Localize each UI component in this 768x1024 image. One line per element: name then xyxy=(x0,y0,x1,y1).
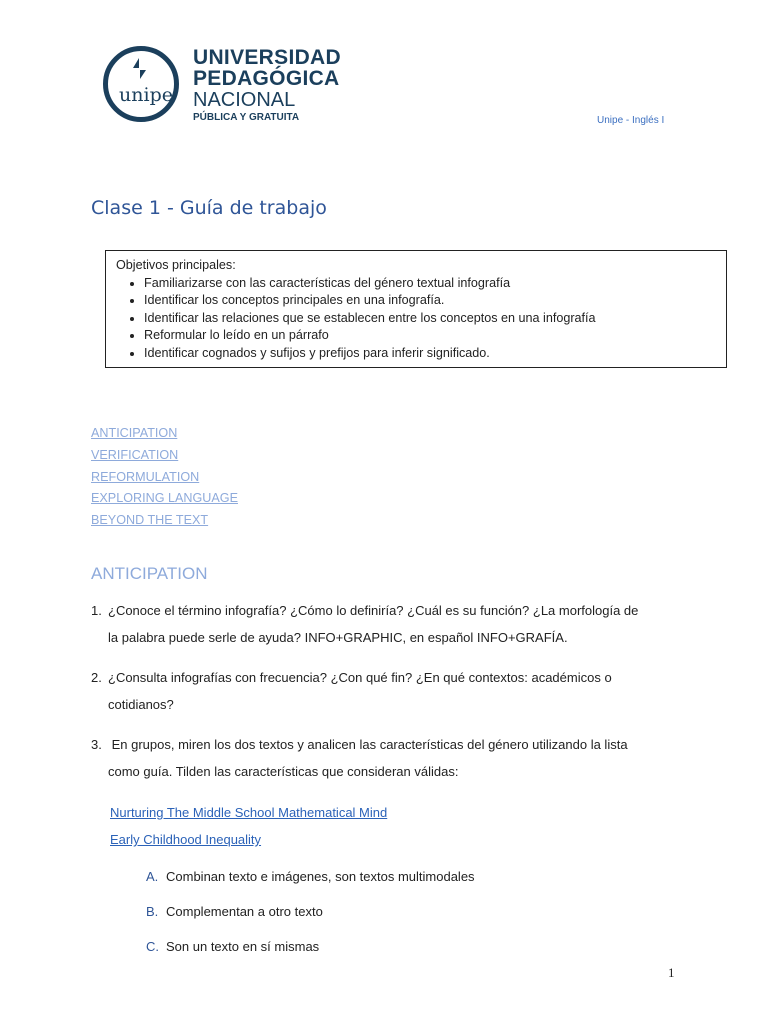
question-text: ¿Conoce el término infografía? ¿Cómo lo definiría? ¿Cuál es su función? ¿La morfología de xyxy=(108,603,639,618)
unipe-logo xyxy=(103,44,343,126)
option-text: Complementan a otro texto xyxy=(166,904,323,919)
question-number: 3. xyxy=(91,737,102,752)
objective-item: • Familiarizarse con las características del género textual infografía xyxy=(144,275,716,293)
option-text: Son un texto en sí mismas xyxy=(166,939,320,954)
logo-line-4: PÚBLICA Y GRATUITA xyxy=(193,112,300,123)
objectives-list xyxy=(116,275,716,363)
logo-line-3: NACIONAL xyxy=(193,89,296,111)
option-letter: A. xyxy=(146,869,159,884)
toc-link-anticipation[interactable]: ANTICIPATION xyxy=(91,426,178,440)
objectives-box xyxy=(105,250,727,368)
question-text-cont: la palabra puede serle de ayuda? INFO+GRAPHIC, en español INFO+GRAFÍA. xyxy=(108,630,568,645)
logo-brand-short: unipe xyxy=(119,84,173,106)
logo-line-2: PEDAGÓGICA xyxy=(193,67,340,90)
option-item xyxy=(146,936,475,971)
toc-link-beyond-the-text[interactable]: BEYOND THE TEXT xyxy=(91,513,209,528)
objective-item: • Identificar los conceptos principales en una infografía. xyxy=(144,292,716,310)
question-3 xyxy=(91,731,691,785)
option-item xyxy=(146,901,475,936)
objective-item: • Identificar cognados y sufijos y prefijos para inferir significado. xyxy=(144,345,716,363)
question-text-cont: como guía. Tilden las características que consideran válidas: xyxy=(108,764,459,779)
logo-line-1: UNIVERSIDAD xyxy=(193,46,341,69)
question-number: 1. xyxy=(91,603,102,618)
option-item xyxy=(146,866,475,901)
objective-item: • Reformular lo leído en un párrafo xyxy=(144,327,716,345)
question-1 xyxy=(91,597,691,651)
link-middle-school-math[interactable]: Nurturing The Middle School Mathematical Mind xyxy=(110,805,388,820)
toc-link-verification[interactable]: VERIFICATION xyxy=(91,447,179,462)
option-text: Combinan texto e imágenes, son textos multimodales xyxy=(166,869,475,884)
objectives-heading: Objetivos principales: xyxy=(116,258,236,272)
option-letter: C. xyxy=(146,939,159,954)
page-number: 1 xyxy=(668,965,675,980)
reference-links xyxy=(110,799,387,853)
objective-item: • Identificar las relaciones que se establecen entre los conceptos en una infografía xyxy=(144,310,716,328)
question-number: 2. xyxy=(91,670,102,685)
toc-link-exploring-language[interactable]: EXPLORING LANGUAGE xyxy=(91,491,238,506)
page-title: Clase 1 - Guía de trabajo xyxy=(91,197,327,219)
link-early-childhood-inequality[interactable]: Early Childhood Inequality xyxy=(110,832,262,847)
table-of-contents xyxy=(91,423,238,532)
question-text: En grupos, miren los dos textos y analicen las características del género utilizando la lista xyxy=(108,737,628,752)
toc-link-reformulation[interactable]: REFORMULATION xyxy=(91,469,200,484)
section-heading: ANTICIPATION xyxy=(91,564,208,583)
option-letter: B. xyxy=(146,904,159,919)
logo-mark-icon xyxy=(129,56,149,80)
options-list xyxy=(146,866,475,971)
question-text-cont: cotidianos? xyxy=(108,697,174,712)
question-2 xyxy=(91,664,691,718)
question-text: ¿Consulta infografías con frecuencia? ¿Con qué fin? ¿En qué contextos: académicos o xyxy=(108,670,612,685)
header-course-label: Unipe - Inglés I xyxy=(597,115,665,126)
